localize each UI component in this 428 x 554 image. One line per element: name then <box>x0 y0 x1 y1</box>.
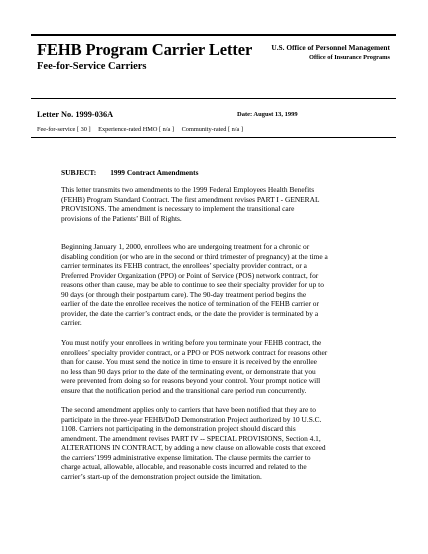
paragraph-line: (FEHB) Program Standard Contract. The first amendment revises PART I - GENERAL <box>61 194 320 204</box>
paragraph-line: earlier of the date the enrollee receives the notice of termination of the FEHB carrier or <box>61 299 319 309</box>
paragraph-line: were prevented from doing so for reasons beyond your control. Your prompt notice will <box>61 376 321 386</box>
paragraph-1 <box>61 185 381 223</box>
paragraph-line: This letter transmits two amendments to the 1999 Federal Employees Health Benefits <box>61 185 315 194</box>
paragraph-3 <box>61 338 381 395</box>
paragraph-line: provisions of the Patients’ Bill of Rights. <box>61 213 182 223</box>
paragraph-line: charge actual, allowable, allocable, and reasonable costs incurred and related to the <box>61 462 307 472</box>
paragraph-line: 1108. Carriers not participating in the demonstration project should discard this <box>61 424 296 434</box>
agency-name: U.S. Office of Personnel Management <box>271 43 390 52</box>
document-subtitle: Fee-for-Service Carriers <box>37 61 147 72</box>
paragraph-4 <box>61 405 381 481</box>
distribution-community: Community-rated [ n/a ] <box>181 126 243 133</box>
paragraph-2 <box>61 242 381 328</box>
paragraph-line: carrier terminates its FEHB contract, the enrollees’ specialty provider contract, or a <box>61 261 307 271</box>
document-title: FEHB Program Carrier Letter <box>37 40 253 59</box>
distribution-experience-hmo: Experience-rated HMO [ n/a ] <box>98 126 175 133</box>
paragraph-line: PROVISIONS. The amendment is necessary to implement the transitional care <box>61 204 295 214</box>
paragraph-line: participate in the three-year FEHB/DoD Demonstration Project authorized by 10 U.S.C. <box>61 414 322 424</box>
subject-value: 1999 Contract Amendments <box>110 168 199 177</box>
paragraph-line: carrier’s start-up of the demonstration project outside the limitation. <box>61 471 262 481</box>
paragraph-line: You must notify your enrollees in writing before you terminate your FEHB contract, the <box>61 338 322 347</box>
paragraph-line: provider, the date the carrier’s contract ends, or the date the provider is terminated by a <box>61 308 319 318</box>
letter-number: Letter No. 1999-036A <box>37 110 114 119</box>
paragraph-line: ALTERATIONS IN CONTRACT, by adding a new clause on allowable costs that exceed <box>61 443 326 453</box>
paragraph-line: ensure that the notification period and the transitional care period run concurrently. <box>61 385 307 395</box>
subject-label: SUBJECT: <box>61 168 97 177</box>
office-name: Office of Insurance Programs <box>309 53 390 61</box>
paragraph-line: than for cause. You must send the notice in time to ensure it is received by the enrollee <box>61 357 317 367</box>
letter-date: Date: August 13, 1999 <box>237 111 298 118</box>
paragraph-line: amendment. The amendment revises PART IV -- SPECIAL PROVISIONS, Section 4.1, <box>61 433 321 443</box>
paragraph-line: the carriers’1999 administrative expense limitation. The clause permits the carrier to <box>61 452 311 462</box>
paragraph-line: 90 days (or through their postpartum care). The 90-day treatment period begins the <box>61 289 307 299</box>
paragraph-line: The second amendment applies only to carriers that have been notified that they are to <box>61 405 316 414</box>
subject-line <box>61 168 198 177</box>
paragraph-line: Preferred Provider Organization (PPO) or Point of Service (POS) network contract, for <box>61 270 319 280</box>
top-rule <box>31 34 396 36</box>
header-rule <box>31 98 396 99</box>
paragraph-line: enrollees’ specialty provider contract, or a PPO or POS network contract for reasons other <box>61 347 328 357</box>
paragraph-line: carrier. <box>61 318 82 328</box>
distribution-ffs: Fee-for-service [ 30 ] <box>37 126 91 133</box>
distribution-line <box>37 126 249 133</box>
paragraph-line: Beginning January 1, 2000, enrollees who are undergoing treatment for a chronic or <box>61 242 310 251</box>
agency-block <box>271 43 390 62</box>
paragraph-line: no less than 90 days prior to the date of the terminating event, or demonstrate that you <box>61 366 316 376</box>
paragraph-line: reasons other than cause, may be able to continue to see their specialty provider for up to <box>61 280 324 290</box>
paragraph-line: disabling condition (or who are in the second or third trimester of pregnancy) at the time a <box>61 251 328 261</box>
distribution-rule <box>31 137 396 138</box>
